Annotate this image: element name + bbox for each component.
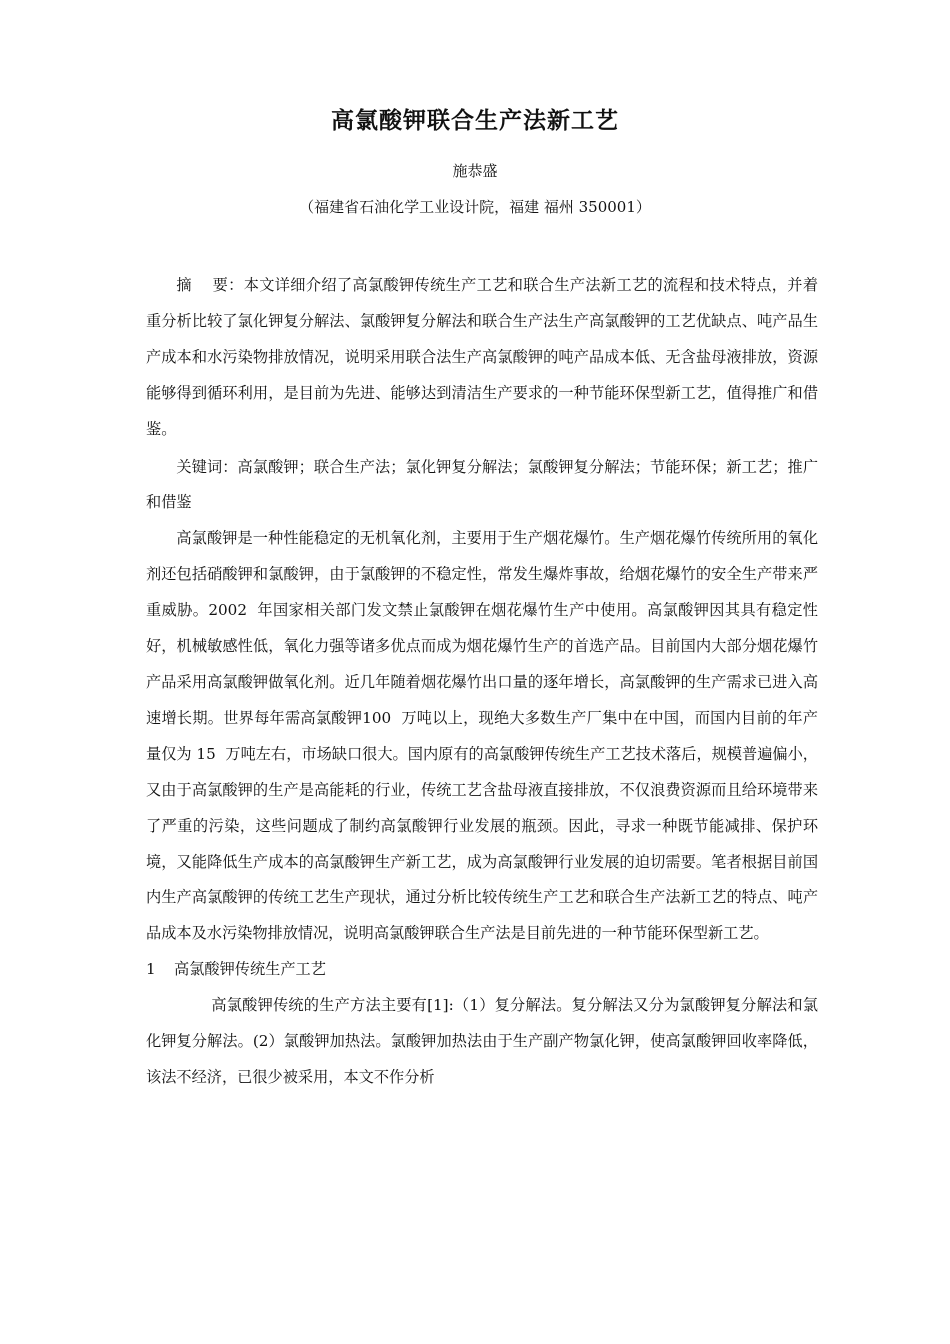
section-heading — [146, 952, 818, 988]
section-paragraph: 高氯酸钾传统的生产方法主要有[1]:（1）复分解法。复分解法又分为氯酸钾复分解法和氯化钾复分解法。(2）氯酸钾加热法。氯酸钾加热法由于生产副产物氯化钾，使高氯酸钾回收率降低，该法不经济，已很少被采用，本文不作分析 — [146, 996, 818, 1086]
abstract-label: 摘 要： — [176, 276, 244, 294]
section-number: 1 — [146, 960, 156, 979]
abstract-paragraph — [146, 268, 818, 448]
intro-paragraph: 高氯酸钾是一种性能稳定的无机氧化剂，主要用于生产烟花爆竹。生产烟花爆竹传统所用的氧化剂还包括硝酸钾和氯酸钾，由于氯酸钾的不稳定性，常发生爆炸事故，给烟花爆竹的安全生产带来严重威胁。2002 年国家相关部门发文禁止氯酸钾在烟花爆竹生产中使用。高氯酸钾因其具有稳定性好，机械敏感性低，氧化力强等诸多优点而成为烟花爆竹生产的首选产品。目前国内大部分烟花爆竹产品采用高氯酸钾做氧化剂。近几年随着烟花爆竹出口量的逐年增长，高氯酸钾的生产需求已进入高速增长期。世界每年需高氯酸钾100 万吨以上，现绝大多数生产厂集中在中国，而国内目前的年产量仅为 15 万吨左右，市场缺口很大。国内原有的高氯酸钾传统生产工艺技术落后，规模普遍偏小，又由于高氯酸钾的生产是高能耗的行业，传统工艺含盐母液直接排放，不仅浪费资源而且给环境带来了严重的污染，这些问题成了制约高氯酸钾行业发展的瓶颈。因此，寻求一种既节能减排、保护环境，又能降低生产成本的高氯酸钾生产新工艺，成为高氯酸钾行业发展的迫切需要。笔者根据目前国内生产高氯酸钾的传统工艺生产现状，通过分析比较传统生产工艺和联合生产法新工艺的特点、吨产品成本及水污染物排放情况，说明高氯酸钾联合生产法是目前先进的一种节能环保型新工艺。 — [146, 529, 818, 943]
keywords-label: 关键词： — [176, 457, 238, 476]
paper-body — [146, 268, 818, 1096]
abstract-text: 本文详细介绍了高氯酸钾传统生产工艺和联合生产法新工艺的流程和技术特点，并着重分析比较了氯化钾复分解法、氯酸钾复分解法和联合生产法生产高氯酸钾的工艺优缺点、吨产品生产成本和水污染物排放情况，说明采用联合法生产高氯酸钾的吨产品成本低、无含盐母液排放，资源能够得到循环利用，是目前为先进、能够达到清洁生产要求的一种节能环保型新工艺，值得推广和借鉴。 — [146, 276, 819, 438]
author-affiliation: （福建省石油化学工业设计院，福建 福州 350001） — [299, 198, 651, 216]
author-name: 施恭盛 — [452, 162, 498, 180]
keywords-text: 高氯酸钾；联合生产法；氯化钾复分解法；氯酸钾复分解法；节能环保；新工艺；推广和借鉴 — [146, 457, 819, 512]
section-title: 高氯酸钾传统生产工艺 — [174, 960, 326, 979]
paper-title: 高氯酸钾联合生产法新工艺 — [331, 107, 619, 134]
keywords-paragraph — [146, 450, 818, 522]
